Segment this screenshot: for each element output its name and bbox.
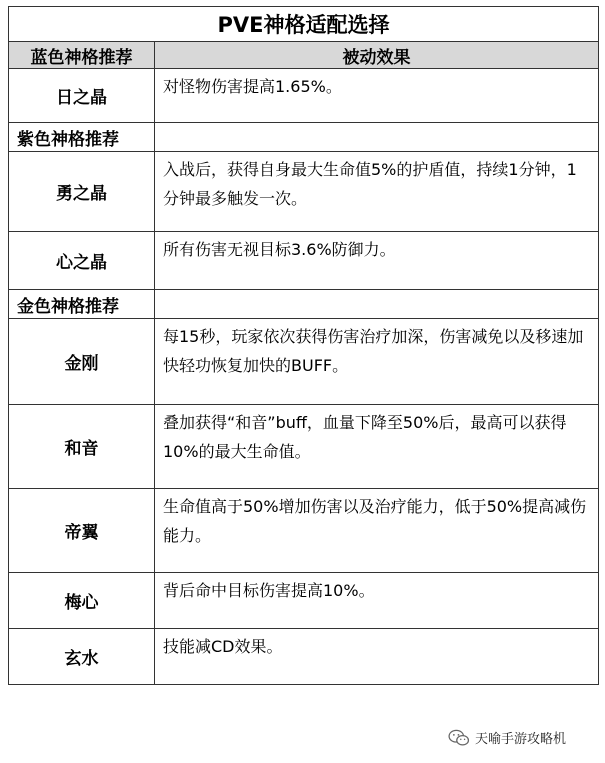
divinity-effect: 每15秒，玩家依次获得伤害治疗加深，伤害减免以及移速加快轻功恢复加快的BUFF。 [155, 319, 599, 405]
divinity-effect: 对怪物伤害提高1.65%。 [155, 69, 599, 123]
table-row [9, 152, 599, 232]
section-row-purple [9, 123, 599, 152]
table-row [9, 69, 599, 123]
divinity-name: 玄水 [9, 629, 155, 685]
divinity-effect: 叠加获得“和音”buff，血量下降至50%后，最高可以获得10%的最大生命值。 [155, 405, 599, 489]
table-row [9, 629, 599, 685]
section-empty-cell [155, 123, 599, 152]
divinity-effect: 所有伤害无视目标3.6%防御力。 [155, 232, 599, 290]
table-row [9, 489, 599, 573]
divinity-name: 心之晶 [9, 232, 155, 290]
section-empty-cell [155, 290, 599, 319]
divinity-effect: 入战后，获得自身最大生命值5%的护盾值，持续1分钟，1分钟最多触发一次。 [155, 152, 599, 232]
wechat-icon [448, 729, 470, 747]
header-row [9, 42, 599, 69]
divinity-name: 金刚 [9, 319, 155, 405]
header-blue-recommend: 蓝色神格推荐 [9, 42, 155, 69]
divinity-name: 帝翼 [9, 489, 155, 573]
divinity-effect: 生命值高于50%增加伤害以及治疗能力，低于50%提高减伤能力。 [155, 489, 599, 573]
divinity-effect: 技能减CD效果。 [155, 629, 599, 685]
table-row [9, 405, 599, 489]
section-row-gold [9, 290, 599, 319]
divinity-name: 梅心 [9, 573, 155, 629]
header-passive-effect: 被动效果 [155, 42, 599, 69]
table-row [9, 232, 599, 290]
divinity-name: 勇之晶 [9, 152, 155, 232]
table-row [9, 573, 599, 629]
divinity-name: 日之晶 [9, 69, 155, 123]
divinity-effect: 背后命中目标伤害提高10%。 [155, 573, 599, 629]
section-label: 金色神格推荐 [9, 290, 155, 319]
divinity-name: 和音 [9, 405, 155, 489]
watermark [448, 728, 566, 747]
watermark-text: 天喻手游攻略机 [475, 732, 567, 747]
section-label: 紫色神格推荐 [9, 123, 155, 152]
pve-divinity-table [8, 6, 599, 685]
table-row [9, 319, 599, 405]
table-title: PVE神格适配选择 [9, 7, 599, 42]
